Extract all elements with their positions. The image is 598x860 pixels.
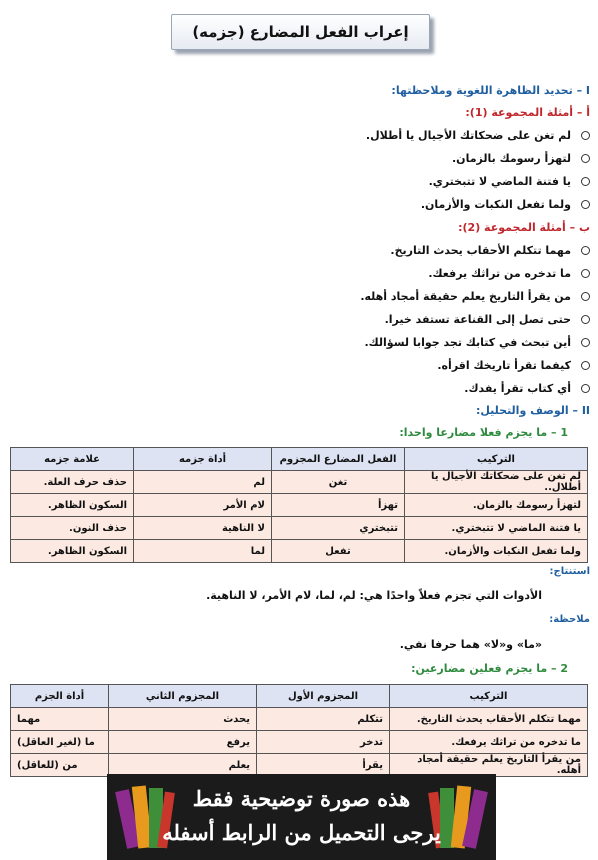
circle-bullet-icon	[581, 292, 590, 301]
table-cell: حذف النون.	[11, 517, 134, 540]
table-double-jussive	[10, 684, 588, 777]
circle-bullet-icon	[581, 154, 590, 163]
list-item: لتهزأ رسومك بالزمان.	[150, 152, 590, 165]
list-item: كيفما تقرأ تاريخك اقرأه.	[150, 359, 590, 372]
table-cell: يقرأ	[257, 754, 390, 777]
circle-bullet-icon	[581, 177, 590, 186]
remark-text: «ما» و«لا» هما حرفا نفي.	[399, 638, 542, 651]
table-cell: من (للعاقل)	[11, 754, 109, 777]
circle-bullet-icon	[581, 315, 590, 324]
table-cell: يعلم	[109, 754, 257, 777]
table-cell: لم	[134, 471, 272, 494]
table-cell: ولما تفعل النكبات والأزمان.	[405, 540, 588, 563]
banner-line-2: يرجى التحميل من الرابط أسفله	[162, 820, 441, 845]
section1-heading: I – تحديد الظاهرة اللغوية وملاحظتها:	[391, 84, 590, 97]
table-cell: لم تغن على ضحكاتك الأجيال يا أطلال..	[405, 471, 588, 494]
group-b-heading: ب – أمثلة المجموعة (2):	[458, 221, 590, 234]
table-cell: لتهزأ رسومك بالزمان.	[405, 494, 588, 517]
table-cell: تتكلم	[257, 708, 390, 731]
table-cell: ما تدخره من تراثك يرفعك.	[390, 731, 588, 754]
table-cell: تتبختري	[272, 517, 405, 540]
list-item: ما تدخره من تراثك يرفعك.	[150, 267, 590, 280]
list-item: لم تغن على ضحكاتك الأجيال يا أطلال.	[150, 129, 590, 142]
subsection2-heading: 2 – ما يجزم فعلين مضارعين:	[411, 662, 568, 675]
table-row	[11, 731, 588, 754]
table-row	[11, 540, 588, 563]
column-header: التركيب	[390, 685, 588, 708]
table-single-jussive	[10, 447, 588, 563]
circle-bullet-icon	[581, 269, 590, 278]
table-row	[11, 708, 588, 731]
table-cell: لما	[134, 540, 272, 563]
column-header: الفعل المضارع المجزوم	[272, 448, 405, 471]
table-row	[11, 494, 588, 517]
table-cell: يحدث	[109, 708, 257, 731]
table-cell: لام الأمر	[134, 494, 272, 517]
column-header: التركيب	[405, 448, 588, 471]
list-item: أين تبحث في كتابك تجد جوابا لسؤالك.	[150, 336, 590, 349]
group-a-heading: أ – أمثلة المجموعة (1):	[465, 106, 590, 119]
circle-bullet-icon	[581, 361, 590, 370]
page-title: إعراب الفعل المضارع (جزمه)	[171, 14, 430, 50]
table-cell: تفعل	[272, 540, 405, 563]
table-row	[11, 471, 588, 494]
table-cell: لا الناهية	[134, 517, 272, 540]
table-cell: مهما تتكلم الأحقاب يحدث التاريخ.	[390, 708, 588, 731]
circle-bullet-icon	[581, 384, 590, 393]
column-header: المجزوم الثاني	[109, 685, 257, 708]
table-cell: من يقرأ التاريخ يعلم حقيقة أمجاد أهله.	[390, 754, 588, 777]
column-header: علامة جزمه	[11, 448, 134, 471]
circle-bullet-icon	[581, 338, 590, 347]
column-header: المجزوم الأول	[257, 685, 390, 708]
table-cell: السكون الظاهر.	[11, 540, 134, 563]
conclusion-label: استنتاج:	[549, 566, 590, 577]
table-cell: يرفع	[109, 731, 257, 754]
list-item: مهما تتكلم الأحقاب يحدث التاريخ.	[150, 244, 590, 257]
list-item: ولما تفعل النكبات والأزمان.	[150, 198, 590, 211]
circle-bullet-icon	[581, 131, 590, 140]
table-cell: يا فتنة الماضي لا تتبختري.	[405, 517, 588, 540]
list-item: يا فتنة الماضي لا تتبختري.	[150, 175, 590, 188]
circle-bullet-icon	[581, 246, 590, 255]
subsection1-heading: 1 – ما يجزم فعلا مضارعا واحدا:	[399, 426, 568, 439]
remark-label: ملاحظة:	[549, 614, 590, 625]
section2-heading: II – الوصف والتحليل:	[475, 404, 590, 417]
table-cell: السكون الظاهر.	[11, 494, 134, 517]
watermark-banner	[107, 774, 496, 860]
column-header: أداة جزمه	[134, 448, 272, 471]
table-header-row	[11, 685, 588, 708]
conclusion-text: الأدوات التي تجزم فعلاً واحدًا هي: لم، لما، لام الأمر، لا الناهية.	[206, 589, 542, 602]
table-cell: حذف حرف العلة.	[11, 471, 134, 494]
list-item: من يقرأ التاريخ يعلم حقيقة أمجاد أهله.	[150, 290, 590, 303]
list-item: حتى تصل إلى القناعة تستفد خيرا.	[150, 313, 590, 326]
table-row	[11, 517, 588, 540]
table-cell: تدخر	[257, 731, 390, 754]
table-header-row	[11, 448, 588, 471]
list-item: أي كتاب تقرأ يفدك.	[150, 382, 590, 395]
circle-bullet-icon	[581, 200, 590, 209]
banner-line-1: هذه صورة توضيحية فقط	[192, 786, 411, 811]
table-cell: تهزأ	[272, 494, 405, 517]
table-cell: مهما	[11, 708, 109, 731]
table-cell: ما (لغير العاقل)	[11, 731, 109, 754]
table-cell: تغن	[272, 471, 405, 494]
column-header: أداة الجزم	[11, 685, 109, 708]
